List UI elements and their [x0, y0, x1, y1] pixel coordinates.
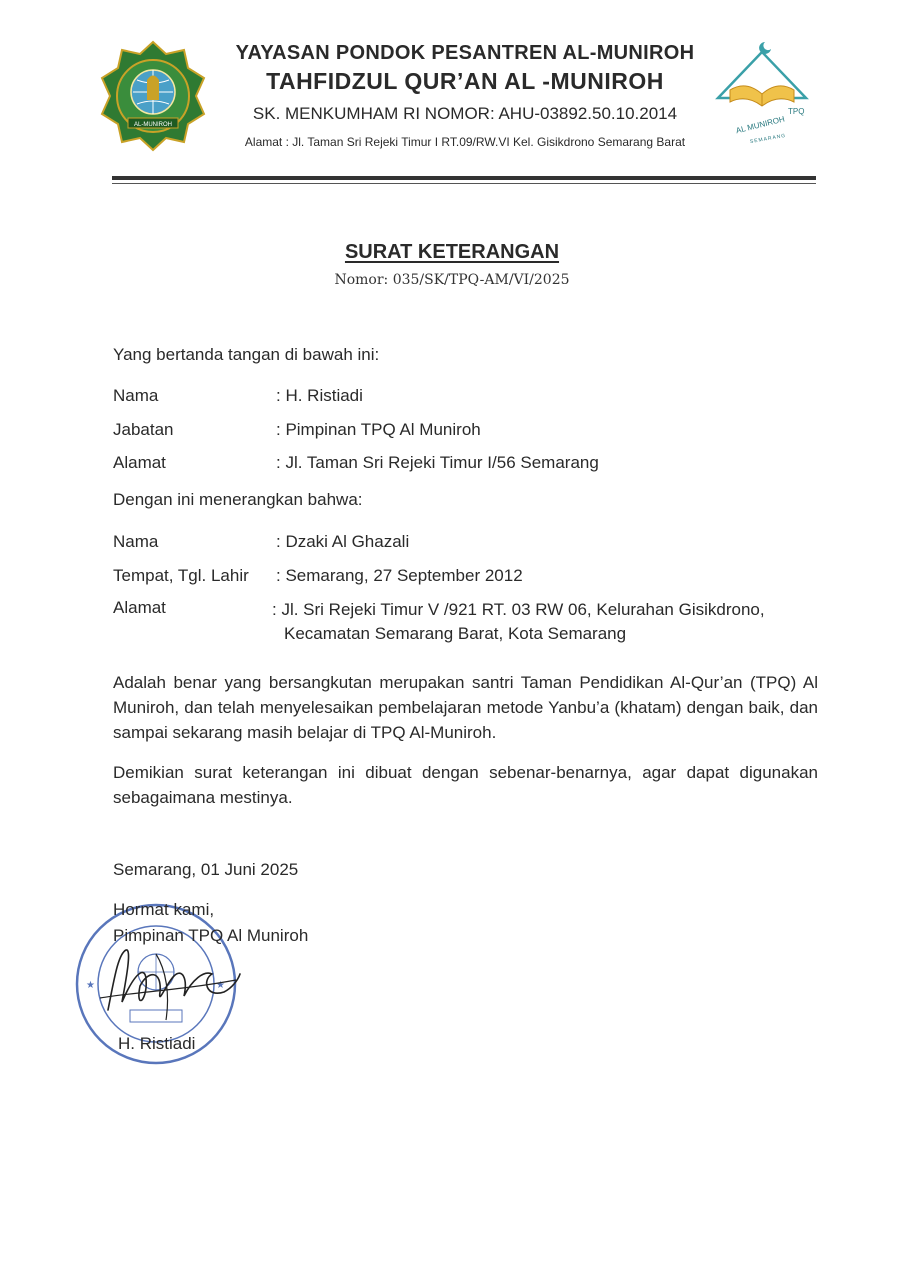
- document-number: Nomor: 035/SK/TPQ-AM/VI/2025: [334, 272, 570, 288]
- statement-paragraph: Adalah benar yang bersangkutan merupakan santri Taman Pendidikan Al-Qur’an (TPQ) Al Muniroh, dan telah menyelesaikan pembelajaran metode Yanbu’a (khatam) dengan baik, dan sampai sekarang masih belajar di TPQ Al-Muniroh.: [113, 673, 818, 742]
- letterhead-address: Alamat : Jl. Taman Sri Rejeki Timur I RT.09/RW.VI Kel. Gisikdrono Semarang Barat: [244, 135, 686, 149]
- subject-address-label: Alamat: [113, 598, 166, 617]
- letterhead-school: TAHFIDZUL QUR’AN AL -MUNIROH: [266, 68, 664, 94]
- yayasan-logo: [100, 40, 206, 152]
- svg-text:AL MUNIROH: AL MUNIROH: [734, 114, 786, 136]
- header-divider: [112, 176, 816, 180]
- svg-text:AL-MUNIROH: AL-MUNIROH: [133, 122, 173, 128]
- header-divider-thin: [112, 183, 816, 184]
- place-date: Semarang, 01 Juni 2025: [113, 860, 299, 879]
- intro-text: Yang bertanda tangan di bawah ini:: [113, 345, 380, 364]
- signer-position-value: : Pimpinan TPQ Al Muniroh: [276, 420, 481, 439]
- subject-address-value-line2: Kecamatan Semarang Barat, Kota Semarang: [284, 624, 627, 643]
- signer-name: H. Ristiadi: [118, 1034, 196, 1053]
- signer-address-label: Alamat: [113, 453, 166, 472]
- svg-text:SEMARANG: SEMARANG: [749, 132, 787, 146]
- letterhead-decree: SK. MENKUMHAM RI NOMOR: AHU-03892.50.10.2014: [252, 104, 678, 123]
- svg-text:TPQ: TPQ: [788, 107, 805, 116]
- letterhead-foundation: YAYASAN PONDOK PESANTREN AL-MUNIROH: [235, 42, 695, 64]
- signer-name-value: : H. Ristiadi: [276, 386, 363, 405]
- signer-position: Pimpinan TPQ Al Muniroh: [113, 926, 309, 945]
- subject-birth-label: Tempat, Tgl. Lahir: [113, 566, 249, 585]
- signer-position-label: Jabatan: [113, 420, 174, 439]
- closing-greeting: Hormat kami,: [113, 900, 215, 919]
- subject-birth-value: : Semarang, 27 September 2012: [276, 566, 523, 585]
- signer-address-value: : Jl. Taman Sri Rejeki Timur I/56 Semarang: [276, 453, 599, 472]
- subject-address-value: : Jl. Sri Rejeki Timur V /921 RT. 03 RW 06, Kelurahan Gisikdrono,: [272, 600, 765, 619]
- subject-name-value: : Dzaki Al Ghazali: [276, 532, 410, 551]
- handwritten-signature: [96, 940, 244, 1026]
- svg-text:★: ★: [216, 980, 225, 991]
- svg-text:★: ★: [86, 980, 95, 991]
- subject-name-label: Nama: [113, 532, 159, 551]
- signer-name-label: Nama: [113, 386, 159, 405]
- intro2-text: Dengan ini menerangkan bahwa:: [113, 490, 363, 509]
- document-title: SURAT KETERANGAN: [344, 241, 560, 263]
- closing-paragraph: Demikian surat keterangan ini dibuat dengan sebenar-benarnya, agar dapat digunakan sebagaimana mestinya.: [113, 763, 818, 807]
